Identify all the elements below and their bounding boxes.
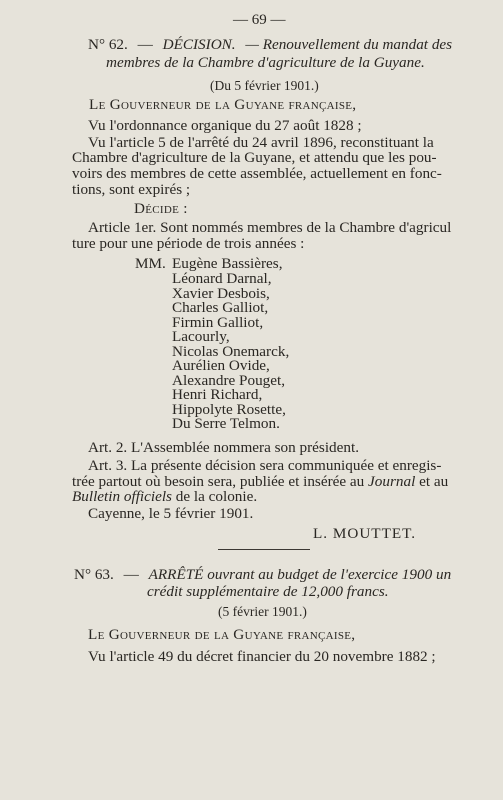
member-name: Xavier Desbois, (172, 285, 270, 302)
decision-article-3b (72, 474, 448, 489)
arrete-title-1: ARRÊTÉ ouvrant au budget de l'exercice 1900 un (148, 566, 452, 583)
decision-vu-2a: Vu l'article 5 de l'arrêté du 24 avril 1896, reconstituant la (88, 134, 434, 151)
bulletin-title: Bulletin officiels (72, 488, 172, 505)
decision-article-3a: Art. 3. La présente décision sera communiquée et enregis- (88, 457, 442, 474)
member-name: Hippolyte Rosette, (172, 401, 286, 418)
decision-article-1b: ture pour une période de trois années : (72, 235, 305, 252)
page-number: — 69 — (233, 12, 286, 28)
member-name: Aurélien Ovide, (172, 357, 270, 374)
decision-vu-1: Vu l'ordonnance organique du 27 août 1828 ; (88, 117, 362, 134)
section-divider (218, 549, 310, 550)
member-name: Alexandre Pouget, (172, 372, 286, 389)
decision-article-2: Art. 2. L'Assemblée nommera son président. (88, 439, 359, 456)
member-name: Lacourly, (172, 328, 230, 345)
article-3b-text: trée partout où besoin sera, publiée et insérée au (72, 473, 365, 490)
decision-governor: Le Gouverneur de la Guyane française, (89, 96, 357, 113)
article-3c-end: de la colonie. (175, 488, 258, 505)
decision-article-1a: Article 1er. Sont nommés membres de la Chambre d'agricul (88, 219, 452, 236)
member-name: Nicolas Onemarck, (172, 343, 290, 360)
arrete-governor: Le Gouverneur de la Guyane française, (88, 626, 356, 643)
member-name: Eugène Bassières, (172, 255, 283, 272)
decision-kind: DÉCISION. (162, 36, 236, 53)
member-name: Henri Richard, (172, 386, 263, 403)
decision-heading-line-1 (88, 36, 453, 53)
members-prefix: MM. (135, 255, 166, 272)
decision-place-date: Cayenne, le 5 février 1901. (88, 505, 254, 522)
member-name: Léonard Darnal, (172, 270, 272, 287)
member-name: Du Serre Telmon. (172, 415, 280, 432)
decision-vu-2c: voirs des membres de cette assemblée, actuellement en fonc- (72, 165, 442, 182)
decision-article-3c (72, 489, 257, 504)
decision-date: (Du 5 février 1901.) (210, 78, 319, 93)
journal-title: Journal (368, 473, 416, 490)
decision-number: N° 62. (88, 36, 128, 53)
arrete-title-2: crédit supplémentaire de 12,000 francs. (147, 583, 389, 600)
arrete-dash: — (123, 566, 139, 583)
decision-title-2: membres de la Chambre d'agriculture de la Guyane. (106, 54, 425, 71)
decision-dash: — (137, 36, 153, 53)
arrete-heading-line-1 (74, 567, 451, 582)
article-3b-end: et au (419, 473, 449, 490)
arrete-date: (5 février 1901.) (218, 604, 307, 619)
decision-decide: Décide : (134, 200, 188, 217)
arrete-vu-1: Vu l'article 49 du décret financier du 20 novembre 1882 ; (88, 648, 436, 665)
arrete-number: N° 63. (74, 566, 114, 583)
decision-vu-2d: tions, sont expirés ; (72, 181, 191, 198)
decision-title-1: — Renouvellement du mandat des (245, 36, 453, 53)
member-name: Charles Galliot, (172, 299, 269, 316)
decision-signature: L. MOUTTET. (313, 525, 417, 542)
decision-vu-2b: Chambre d'agriculture de la Guyane, et attendu que les pou- (72, 149, 437, 166)
member-name: Firmin Galliot, (172, 314, 264, 331)
